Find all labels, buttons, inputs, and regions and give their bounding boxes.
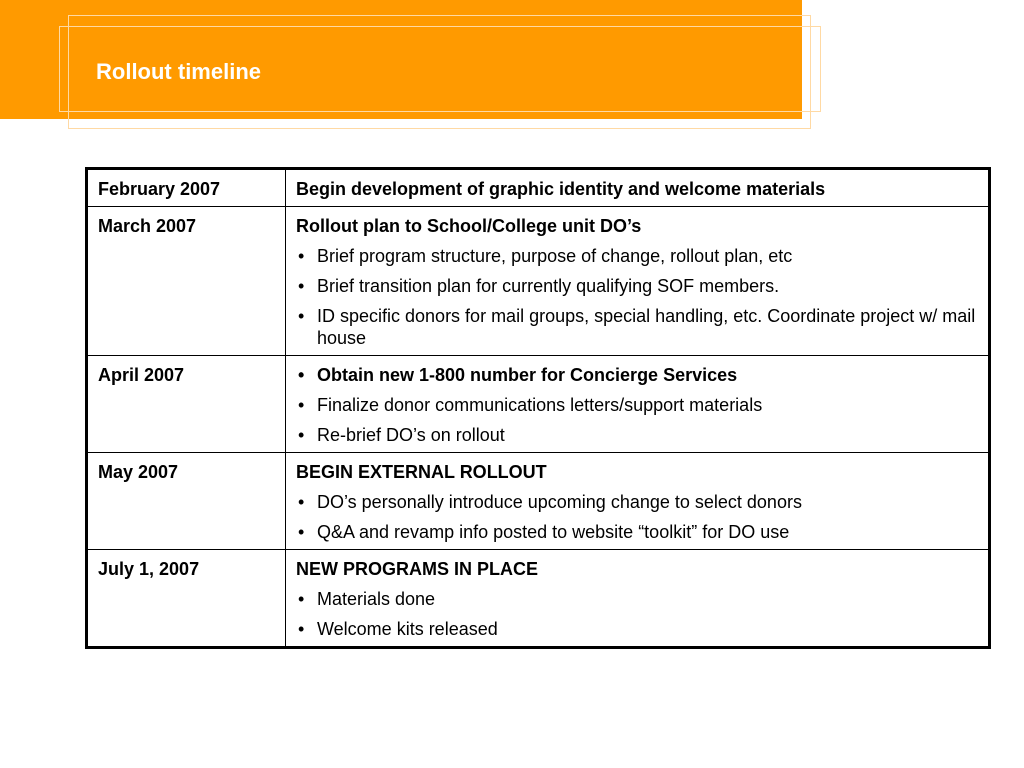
timeline-bullet-item: • Q&A and revamp info posted to website “toolkit” for DO use bbox=[296, 521, 978, 543]
timeline-date: March 2007 bbox=[87, 207, 286, 356]
slide-title: Rollout timeline bbox=[96, 59, 261, 84]
timeline-bullet-list bbox=[296, 588, 978, 640]
timeline-bullet-list bbox=[296, 245, 978, 349]
timeline-row bbox=[87, 356, 990, 453]
timeline-heading: BEGIN EXTERNAL ROLLOUT bbox=[296, 462, 547, 482]
timeline-description bbox=[286, 207, 990, 356]
timeline-date: April 2007 bbox=[87, 356, 286, 453]
timeline-bullet-item: • Re-brief DO’s on rollout bbox=[296, 424, 978, 446]
timeline-bullet-item: • Materials done bbox=[296, 588, 978, 610]
timeline-date: July 1, 2007 bbox=[87, 550, 286, 648]
timeline-bullet-item: • Brief program structure, purpose of change, rollout plan, etc bbox=[296, 245, 978, 267]
timeline-table bbox=[85, 167, 991, 649]
timeline-bullet-item: • Brief transition plan for currently qualifying SOF members. bbox=[296, 275, 978, 297]
timeline-description bbox=[286, 453, 990, 550]
timeline-bullet-item: • Welcome kits released bbox=[296, 618, 978, 640]
timeline-heading: Rollout plan to School/College unit DO’s bbox=[296, 216, 642, 236]
timeline-bullet-item: • DO’s personally introduce upcoming change to select donors bbox=[296, 491, 978, 513]
timeline-description bbox=[286, 550, 990, 648]
timeline-bullet-item: • Obtain new 1-800 number for Concierge Services bbox=[296, 364, 978, 386]
timeline-date: February 2007 bbox=[87, 169, 286, 207]
timeline-row bbox=[87, 207, 990, 356]
timeline-bullet-list bbox=[296, 491, 978, 543]
timeline-row bbox=[87, 169, 990, 207]
timeline-bullet-item: • ID specific donors for mail groups, special handling, etc. Coordinate project w/ mail house bbox=[296, 305, 978, 349]
timeline-description bbox=[286, 356, 990, 453]
timeline-heading: Begin development of graphic identity and welcome materials bbox=[296, 179, 826, 199]
timeline-table-body bbox=[87, 169, 990, 648]
timeline-row bbox=[87, 453, 990, 550]
timeline-bullet-list bbox=[296, 364, 978, 446]
timeline-heading: NEW PROGRAMS IN PLACE bbox=[296, 559, 539, 579]
timeline-description bbox=[286, 169, 990, 207]
timeline-bullet-item: • Finalize donor communications letters/support materials bbox=[296, 394, 978, 416]
timeline-row bbox=[87, 550, 990, 648]
timeline-date: May 2007 bbox=[87, 453, 286, 550]
